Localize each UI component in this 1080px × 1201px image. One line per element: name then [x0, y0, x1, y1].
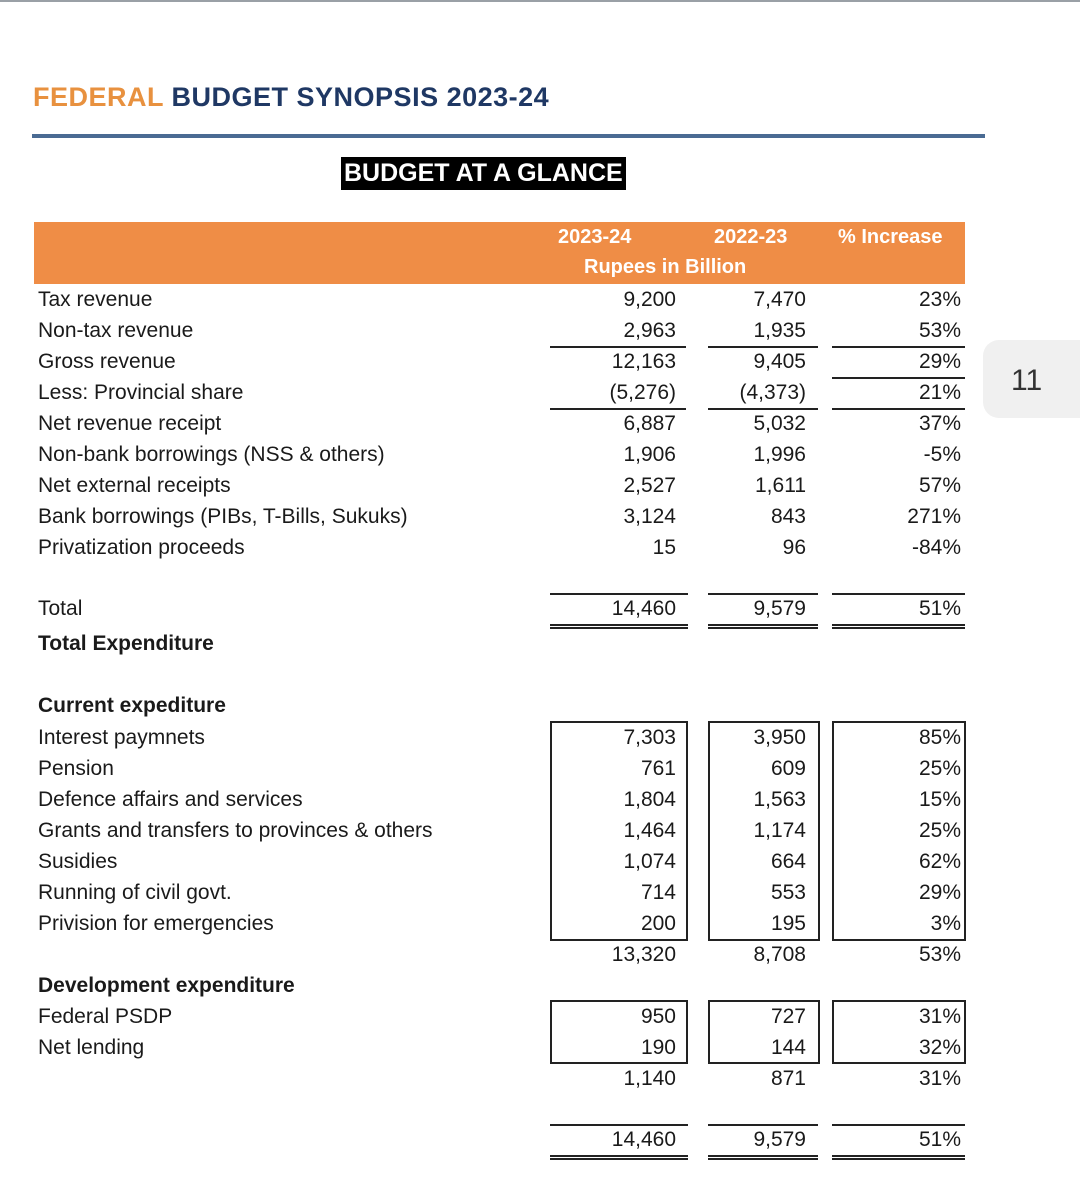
table-row: Defence affairs and services 1,804 1,563 15%: [38, 788, 961, 811]
subtotal-row: 1,140 871 31%: [623, 1067, 961, 1090]
table-row: Federal PSDP 950 727 31%: [38, 1005, 961, 1028]
double-rule: [708, 1155, 818, 1160]
header-col-pct-increase: % Increase: [838, 226, 943, 248]
grand-total-row: 14,460 9,579 51%: [611, 1128, 961, 1151]
table-header: [34, 222, 965, 284]
section-heading: Current expediture: [38, 694, 226, 717]
budget-at-a-glance-badge: BUDGET AT A GLANCE: [341, 157, 626, 190]
table-row: Net external receipts 2,527 1,611 57%: [38, 474, 961, 497]
rule: [832, 377, 965, 379]
table-row: Running of civil govt. 714 553 29%: [38, 881, 961, 904]
page-number: 11: [1011, 364, 1043, 397]
header-units: Rupees in Billion: [584, 256, 747, 278]
header-col-2023-24: 2023-24: [558, 226, 632, 248]
title-federal: FEDERAL: [33, 82, 164, 112]
title-synopsis: BUDGET SYNOPSIS 2023-24: [171, 82, 550, 112]
title-underline: [32, 134, 985, 138]
header-col-2022-23: 2022-23: [714, 226, 788, 248]
top-border: [0, 0, 1080, 2]
table-row: Pension 761 609 25%: [38, 757, 961, 780]
page-title: [33, 82, 549, 113]
table-row: Gross revenue 12,163 9,405 29%: [38, 350, 961, 373]
table-row: Net lending 190 144 32%: [38, 1036, 961, 1059]
table-row: Non-bank borrowings (NSS & others) 1,906 1,996 -5%: [38, 443, 961, 466]
table-row: Bank borrowings (PIBs, T-Bills, Sukuks) 3,124 843 271%: [38, 505, 961, 528]
table-row: Privatization proceeds 15 96 -84%: [38, 536, 961, 559]
total-row: Total 14,460 9,579 51%: [38, 597, 961, 620]
table-row: Non-tax revenue 2,963 1,935 53%: [38, 319, 961, 342]
section-heading: Development expenditure: [38, 974, 295, 997]
table-row: Less: Provincial share (5,276) (4,373) 21%: [38, 381, 961, 404]
table-row: Interest paymnets 7,303 3,950 85%: [38, 726, 961, 749]
rule: [550, 346, 686, 348]
table-row: Privision for emergencies 200 195 3%: [38, 912, 961, 935]
rule: [708, 408, 818, 410]
table-row: Susidies 1,074 664 62%: [38, 850, 961, 873]
double-rule: [550, 1155, 688, 1160]
double-rule: [832, 1155, 965, 1160]
table-row: Tax revenue 9,200 7,470 23%: [38, 288, 961, 311]
section-heading: Total Expenditure: [38, 632, 214, 655]
subtotal-row: 13,320 8,708 53%: [611, 943, 961, 966]
table-row: Grants and transfers to provinces & others 1,464 1,174 25%: [38, 819, 961, 842]
rule: [708, 346, 818, 348]
rule: [550, 408, 686, 410]
table-row: Net revenue receipt 6,887 5,032 37%: [38, 412, 961, 435]
rule: [832, 346, 965, 348]
rule: [832, 408, 965, 410]
